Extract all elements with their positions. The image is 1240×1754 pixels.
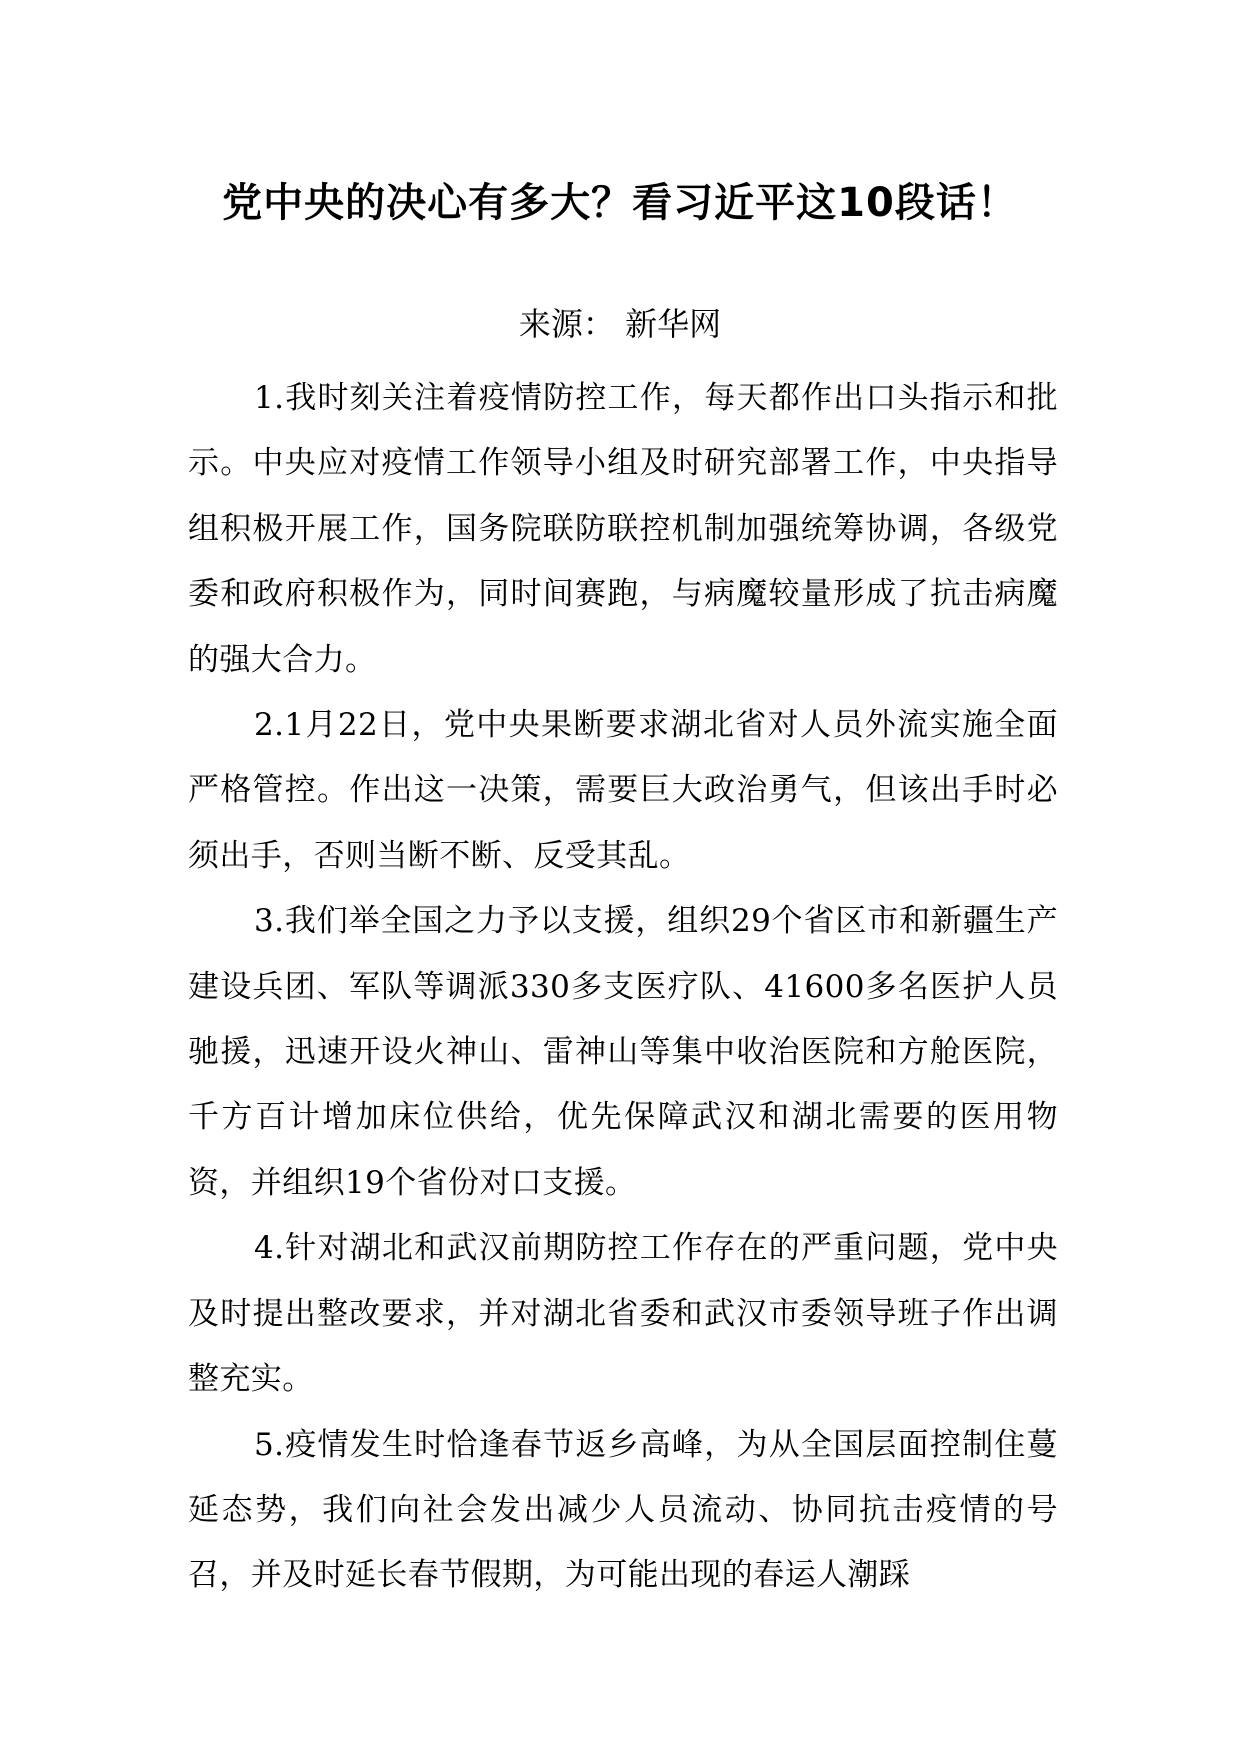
paragraph-2: 2.1月22日，党中央果断要求湖北省对人员外流实施全面严格管控。作出这一决策，需要巨大政治勇气，但该出手时必须出手，否则当断不断、反受其乱。: [188, 707, 1058, 874]
paragraph-3: 3.我们举全国之力予以支援，组织29个省区市和新疆生产建设兵团、军队等调派330多支医疗队、41600多名医护人员驰援，迅速开设火神山、雷神山等集中收治医院和方舱医院，千方百计增加床位供给，优先保障武汉和湖北需要的医用物资，并组织19个省份对口支援。: [188, 903, 1058, 1201]
source-line: 来源： 新华网: [518, 305, 722, 343]
paragraph-5: 5.疫情发生时恰逢春节返乡高峰，为从全国层面控制住蔓延态势，我们向社会发出减少人员流动、协同抗击疫情的号召，并及时延长春节假期，为可能出现的春运人潮踩: [188, 1426, 1058, 1594]
document-title: 党中央的决心有多大？看习近平这10段话！: [222, 180, 1018, 226]
article-body: [188, 366, 1058, 1609]
paragraph-4: 4.针对湖北和武汉前期防控工作存在的严重问题，党中央及时提出整改要求，并对湖北省委和武汉市委领导班子作出调整充实。: [188, 1230, 1058, 1398]
paragraph-1: 1.我时刻关注着疫情防控工作，每天都作出口头指示和批示。中央应对疫情工作领导小组及时研究部署工作，中央指导组积极开展工作，国务院联防联控机制加强统筹协调，各级党委和政府积极作为，同时间赛跑，与病魔较量形成了抗击病魔的强大合力。: [188, 380, 1058, 678]
